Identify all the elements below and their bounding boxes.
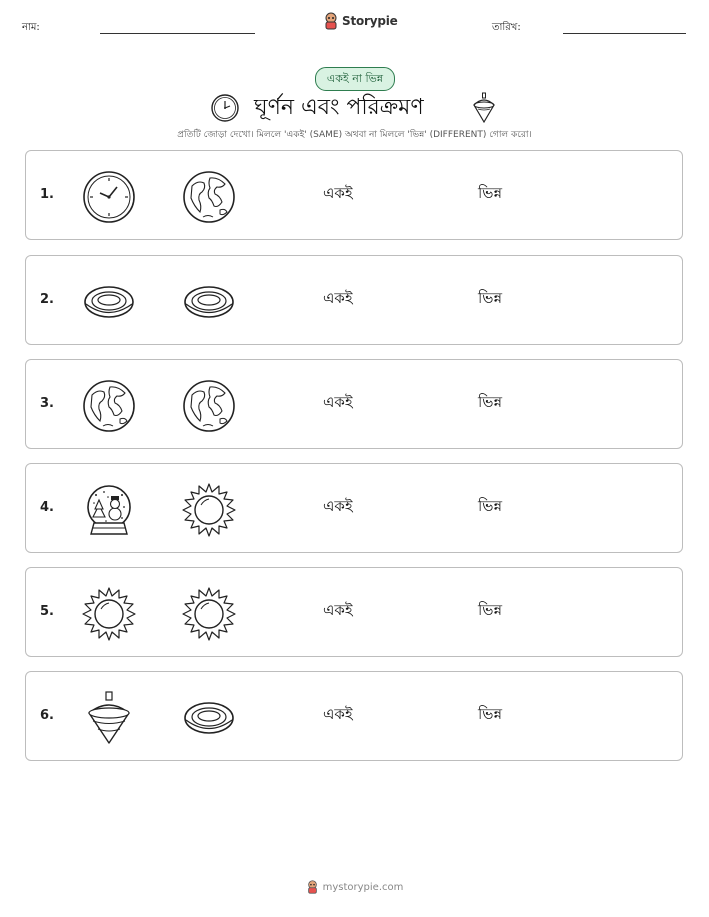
different-option[interactable]: ভিন্ন	[478, 601, 503, 619]
question-number: 4.	[40, 500, 54, 515]
sun-icon	[182, 483, 236, 537]
sun-icon	[82, 587, 136, 641]
different-option[interactable]: ভিন্ন	[478, 393, 503, 411]
clock-icon	[82, 170, 136, 224]
question-number: 6.	[40, 708, 54, 723]
page-title: ঘূর্ণন এবং পরিক্রমণ	[254, 95, 424, 120]
question-card-5	[25, 567, 683, 657]
question-card-4	[25, 463, 683, 553]
different-option[interactable]: ভিন্ন	[478, 705, 503, 723]
different-option[interactable]: ভিন্ন	[478, 184, 503, 202]
clock-icon	[210, 93, 240, 123]
storypie-mascot-icon	[323, 12, 339, 30]
date-field[interactable]	[563, 33, 686, 34]
ring-icon	[182, 275, 236, 329]
same-option[interactable]: একই	[323, 184, 353, 202]
different-option[interactable]: ভিন্ন	[478, 497, 503, 515]
ring-icon	[82, 275, 136, 329]
same-option[interactable]: একই	[323, 705, 353, 723]
question-number: 2.	[40, 292, 54, 307]
question-card-3	[25, 359, 683, 449]
globe-icon	[82, 379, 136, 433]
storypie-mascot-icon	[306, 880, 319, 894]
brand-name: Storypie	[342, 14, 398, 28]
name-field[interactable]	[100, 33, 255, 34]
question-number: 3.	[40, 396, 54, 411]
question-card-6	[25, 671, 683, 761]
date-label: তারিখ:	[492, 22, 521, 33]
same-option[interactable]: একই	[323, 601, 353, 619]
question-number: 5.	[40, 604, 54, 619]
ring-icon	[182, 691, 236, 745]
name-label: নাম:	[22, 22, 40, 33]
spinning-top-icon	[471, 92, 497, 124]
snow-globe-icon	[82, 483, 136, 537]
title-row	[0, 90, 709, 124]
footer-website[interactable]: mystorypie.com	[322, 881, 404, 893]
same-option[interactable]: একই	[323, 289, 353, 307]
spinning-top-icon	[82, 691, 136, 745]
same-option[interactable]: একই	[323, 393, 353, 411]
same-option[interactable]: একই	[323, 497, 353, 515]
globe-icon	[182, 379, 236, 433]
question-card-1	[25, 150, 683, 240]
footer	[0, 880, 709, 894]
globe-icon	[182, 170, 236, 224]
question-number: 1.	[40, 187, 54, 202]
question-card-2	[25, 255, 683, 345]
worksheet-type-badge: একই না ভিন্ন	[315, 67, 395, 91]
instructions: প্রতিটি জোড়া দেখো। মিললে 'একই' (SAME) অথবা না মিললে 'ভিন্ন' (DIFFERENT) গোল করো।	[177, 130, 532, 140]
different-option[interactable]: ভিন্ন	[478, 289, 503, 307]
brand-logo	[323, 12, 398, 30]
sun-icon	[182, 587, 236, 641]
